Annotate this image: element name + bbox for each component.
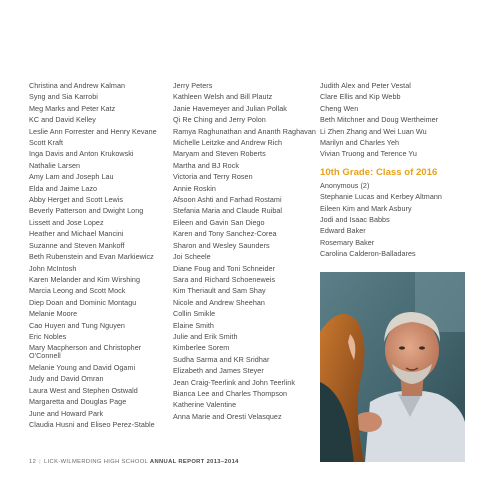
donor-name: Judith Alex and Peter Vestal (320, 81, 411, 90)
donor-name: Jodi and Isaac Babbs (320, 215, 390, 225)
donor-name: Suzanne and Steven Mankoff (29, 240, 125, 250)
donor-name: Collin Smikle (173, 309, 216, 319)
donor-name: Marcia Leong and Scott Mock (29, 286, 126, 296)
donor-name: Sharon and Wesley Saunders (173, 240, 270, 250)
donor-name: Bianca Lee and Charles Thompson (173, 388, 288, 398)
donor-name: Judy and David Omran (29, 374, 104, 384)
donor-name: Sara and Richard Schoeneweis (173, 274, 276, 284)
donor-name: Diane Foug and Toni Schneider (173, 263, 276, 273)
donor-name: Lissett and Jose Lopez (29, 217, 104, 227)
donor-name: Jean Craig-Teerlink and John Teerlink (173, 377, 295, 387)
donor-name: Diep Doan and Dominic Montagu (29, 297, 137, 307)
donor-column-1 (29, 80, 157, 430)
donor-name: Maryam and Steven Roberts (173, 149, 266, 159)
donor-name: Cao Huyen and Tung Nguyen (29, 320, 125, 330)
donor-name: Laura West and Stephen Ostwald (29, 385, 138, 395)
donor-name: Syng and Sia Karrobi (29, 92, 98, 102)
donor-name: KC and David Kelley (29, 115, 96, 125)
donor-name: Meg Marks and Peter Katz (29, 103, 116, 113)
donor-name: Karen Melander and Kim Wirshing (29, 274, 141, 284)
donor-list-3 (320, 80, 465, 160)
donor-name: Michelle Leitzke and Andrew Rich (173, 138, 283, 148)
donor-name: Stefania Maria and Claude Ruibal (173, 206, 283, 216)
donor-name: Li Zhen Zhang and Wei Luan Wu (320, 126, 427, 136)
donor-name: Anonymous (2) (320, 180, 370, 190)
donor-name: Annie Roskin (173, 183, 216, 193)
footer-report: ANNUAL REPORT 2013–2014 (149, 459, 239, 465)
donor-name: Qi Re Ching and Jerry Polon (173, 115, 266, 125)
donor-name: Marilyn and Charles Yeh (320, 138, 400, 148)
donor-name: Beth Rubenstein and Evan Markiewicz (29, 252, 154, 262)
page-number: 12 (29, 459, 37, 465)
donor-name: Janie Havemeyer and Julian Pollak (173, 103, 287, 113)
donor-name: Leslie Ann Forrester and Henry Kevane (29, 126, 157, 136)
donor-name: Christina and Andrew Kalman (29, 81, 126, 90)
donor-name: Elaine Smith (173, 320, 214, 330)
donor-name: Heather and Michael Mancini (29, 229, 124, 239)
donor-name: Stephanie Lucas and Kerbey Altmann (320, 192, 442, 202)
donor-name: Anna Marie and Oresti Velasquez (173, 411, 282, 421)
donor-name: Kathleen Welsh and Bill Plautz (173, 92, 273, 102)
teacher-student-photo (320, 272, 465, 462)
donor-name: Katherine Valentine (173, 400, 237, 410)
donor-name: Edward Baker (320, 226, 366, 236)
donor-name: Margaretta and Douglas Page (29, 397, 127, 407)
donor-name: Inga Davis and Anton Krukowski (29, 149, 134, 159)
donor-name: Eric Nobles (29, 331, 67, 341)
donor-name: Rosemary Baker (320, 237, 375, 247)
donor-name: June and Howard Park (29, 408, 104, 418)
footer-school: LICK-WILMERDING HIGH SCHOOL (44, 459, 148, 465)
photo-illustration (320, 272, 465, 462)
donor-name: Ramya Raghunathan and Ananth Raghavan (173, 126, 316, 136)
footer-separator: | (39, 459, 42, 465)
donor-name: Abby Herget and Scott Lewis (29, 195, 124, 205)
donor-name: Vivian Truong and Terence Yu (320, 149, 417, 159)
donor-list-1 (29, 80, 157, 430)
donor-column-2 (173, 80, 316, 422)
donor-name: Beverly Patterson and Dwight Long (29, 206, 144, 216)
donor-name: Beth Mitchner and Doug Wertheimer (320, 115, 439, 125)
donor-name: Jerry Peters (173, 81, 213, 90)
donor-name: Mary Macpherson and Christopher O'Connell (29, 342, 142, 361)
donor-name: Kimberlee Sorem (173, 343, 230, 353)
donor-name: Melanie Young and David Ogami (29, 362, 136, 372)
donor-name: Claudia Husni and Eliseo Perez-Stable (29, 419, 155, 429)
donor-name: John McIntosh (29, 263, 77, 273)
section-title-class-of-2016: 10th Grade: Class of 2016 (320, 166, 438, 178)
donor-name: Karen and Tony Sanchez-Corea (173, 229, 277, 239)
donor-name: Melanie Moore (29, 309, 78, 319)
donor-name: Martha and BJ Rock (173, 160, 240, 170)
donor-name: Elda and Jaime Lazo (29, 183, 98, 193)
donor-list-2 (173, 80, 316, 422)
donor-name: Cheng Wen (320, 103, 359, 113)
donor-name: Scott Kraft (29, 138, 64, 148)
donor-name: Sudha Sarma and KR Sridhar (173, 354, 270, 364)
donor-name: Amy Lam and Joseph Lau (29, 172, 114, 182)
donor-name: Kim Theriault and Sam Shay (173, 286, 266, 296)
donor-name: Victoria and Terry Rosen (173, 172, 253, 182)
donor-name: Eileen Kim and Mark Asbury (320, 203, 412, 213)
donor-name: Carolina Calderon-Balladares (320, 249, 416, 259)
donor-column-3 (320, 80, 465, 260)
donor-name: Julie and Erik Smith (173, 331, 238, 341)
page-footer (29, 459, 239, 465)
donor-name: Nicole and Andrew Sheehan (173, 297, 265, 307)
donor-name: Afsoon Ashti and Farhad Rostami (173, 195, 282, 205)
donor-name: Joi Scheele (173, 252, 211, 262)
donor-name: Nathalie Larsen (29, 160, 81, 170)
donor-list-class-of-2016 (320, 180, 465, 260)
donor-name: Clare Ellis and Kip Webb (320, 92, 401, 102)
donor-name: Eileen and Gavin San Diego (173, 217, 265, 227)
donor-name: Elizabeth and James Steyer (173, 366, 264, 376)
